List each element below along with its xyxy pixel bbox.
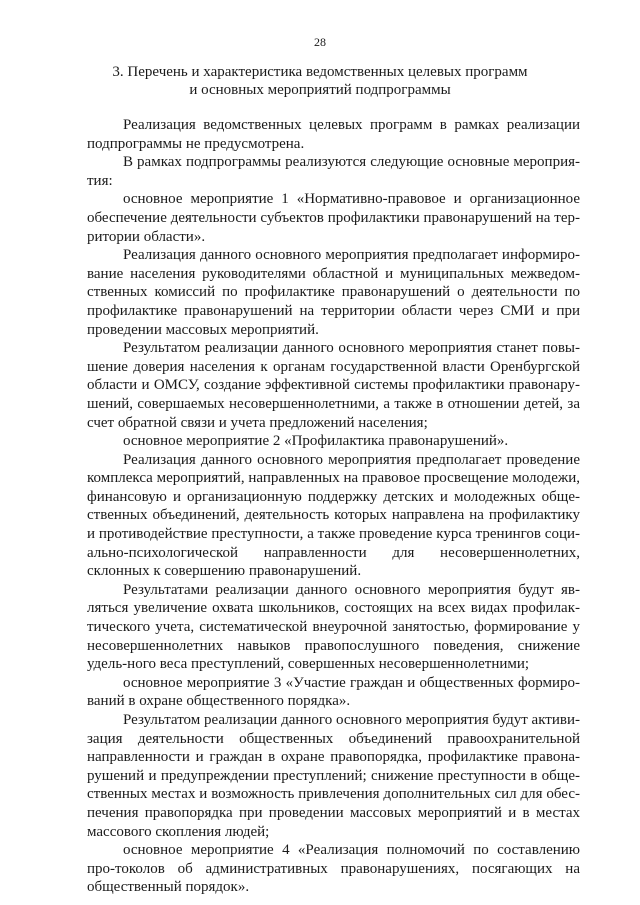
body-text: [87, 116, 580, 897]
page-number: 28: [314, 35, 326, 49]
paragraph: Реализация данного основного мероприятия предполагает информиро-вание населения руководителями областной и муниципальных межведом-ственных комиссий по профилактике правонарушений о деятельности по профилактике правонарушений на территории области через СМИ и при проведении массовых мероприятий.: [87, 247, 580, 338]
paragraph: основное мероприятие 2 «Профилактика правонарушений».: [123, 433, 509, 450]
paragraph: основное мероприятие 3 «Участие граждан и общественных формиро-ваний в охране общественного порядка».: [87, 674, 580, 710]
paragraph: основное мероприятие 1 «Нормативно-правовое и организационное обеспечение деятельности субъектов профилактики правонарушений на тер-ритории области».: [87, 191, 580, 245]
paragraph: основное мероприятие 4 «Реализация полномочий по составлению про-токолов об административных правонарушениях, посягающих на общественный порядок».: [87, 842, 580, 896]
paragraph: В рамках подпрограммы реализуются следующие основные мероприя-тия:: [87, 154, 580, 189]
paragraph: Реализация ведомственных целевых программ в рамках реализации подпрограммы не предусмотрена.: [87, 117, 580, 152]
paragraph: Результатом реализации данного основного мероприятия станет повы-шение доверия населения к органам государственной власти Оренбургской области и ОМСУ, создание эффективной системы профилактики правонару-шений, совершаемых несовершеннолетними, а также в отношении детей, за счет обратной связи и учета предложений населения;: [87, 340, 580, 431]
paragraph: Реализация данного основного мероприятия предполагает проведение комплекса мероприятий, направленных на правовое просвещение молодежи, финансовую и организационную поддержку детских и молодежных обще-ственных объединений, деятельность которых направлена на профилактику и противодействие преступности, а также проведение курса тренингов соци-ально-психологической направленности для несовершеннолетних, склонных к совершению правонарушений.: [87, 451, 580, 580]
section-heading-line-1: 3. Перечень и характеристика ведомственных целевых программ: [112, 64, 528, 80]
section-heading: [60, 63, 580, 99]
paragraph: Результатом реализации данного основного мероприятия будут активи-зация деятельности общественных объединений правоохранительной направленности и граждан в охране правопорядка, профилактике правона-рушений и предупреждении преступлений; снижение преступности в обще-ственных местах и возможность привлечения дополнительных сил для обес-печения правопорядка при проведении массовых мероприятий и в местах массового скопления людей;: [87, 712, 580, 840]
paragraph: Результатами реализации данного основного мероприятия будут яв-ляться увеличение охвата школьников, состоящих на всех видах профилак-тического учета, систематической внеурочной занятостью, формирование у несовершеннолетних навыков правопослушного поведения, снижение удель-ного веса преступлений, совершенных несовершеннолетними;: [87, 581, 580, 673]
section-heading-line-2: и основных мероприятий подпрограммы: [189, 82, 451, 98]
